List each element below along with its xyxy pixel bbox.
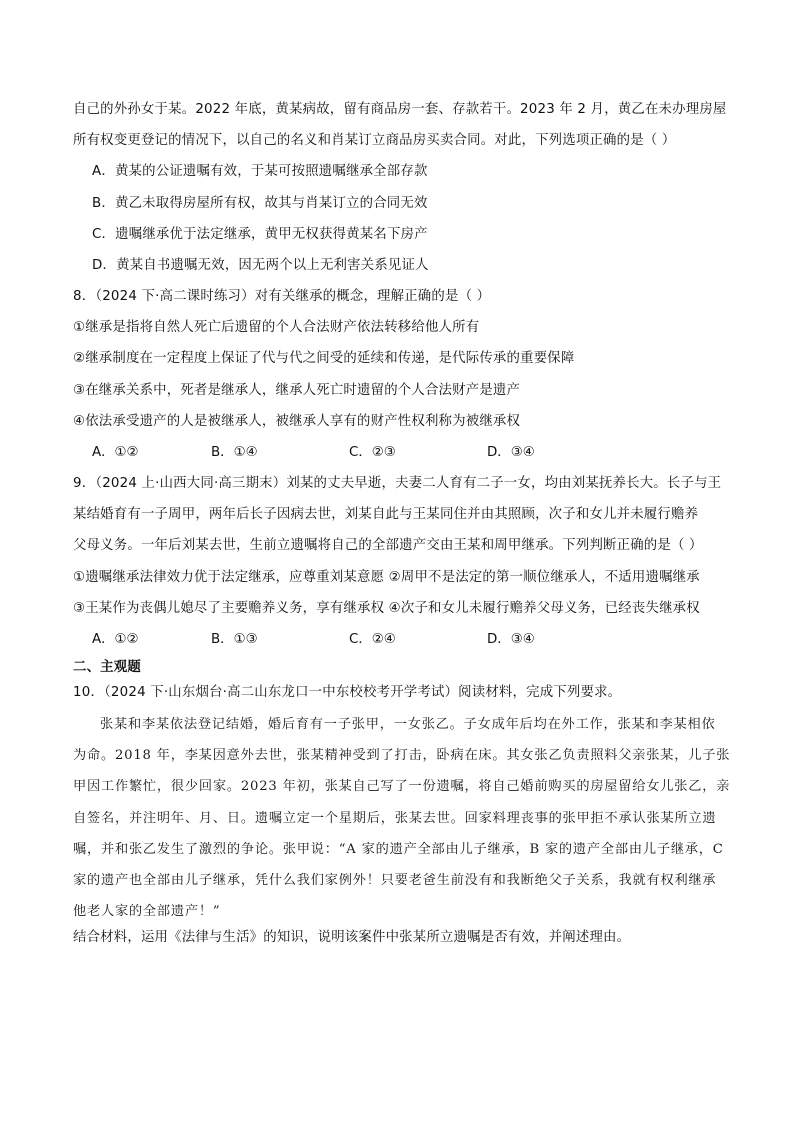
q9-statements-2: ③王某作为丧偶儿媳尽了主要赡养义务，享有继承权 ④次子和女儿未履行赡养父母义务，已经丧失继承权 bbox=[73, 601, 700, 616]
q7-stem-line-2: 所有权变更登记的情况下，以自己的名义和肖某订立商品房买卖合同。对此，下列选项正确的是（ ） bbox=[73, 133, 676, 148]
q10-passage-line-2: 为命。2018 年，李某因意外去世，张某精神受到了打击，卧病在床。其女张乙负责照料父亲张某，儿子张 bbox=[73, 748, 731, 763]
q10-passage-line-1: 张某和李某依法登记结婚，婚后育有一子张甲，一女张乙。子女成年后均在外工作，张某和李某相依 bbox=[100, 717, 716, 732]
q9-choice-b: B．①③ bbox=[211, 632, 258, 647]
q8-choices bbox=[92, 444, 652, 462]
section-title: 二、主观题 bbox=[73, 660, 141, 675]
q9-stem-line-3: 父母义务。一年后刘某去世，生前立遗嘱将自己的全部遗产交由王某和周甲继承。下列判断正确的是（ ） bbox=[73, 538, 703, 553]
q9-stem-line-1: 9．（2024 上·山西大同·高三期末）刘某的丈夫早逝，夫妻二人育有二子一女，均由刘某抚养长大。长子与王 bbox=[73, 476, 722, 491]
q10-passage-line-5: 嘱，并和张乙发生了激烈的争论。张甲说：“A 家的遗产全部由儿子继承，B 家的遗产全部由儿子继承，C bbox=[73, 842, 724, 857]
q7-option-d: D．黄某自书遗嘱无效，因无两个以上无利害关系见证人 bbox=[92, 258, 429, 273]
q10-passage-line-6: 家的遗产也全部由儿子继承，凭什么我们家例外！只要老爸生前没有和我断绝父子关系，我就有权利继承 bbox=[73, 873, 717, 888]
q7-option-a: A．黄某的公证遗嘱有效，于某可按照遗嘱继承全部存款 bbox=[92, 164, 428, 179]
q10-passage-line-7: 他老人家的全部遗产！” bbox=[73, 904, 221, 919]
q9-stem-line-2: 某结婚育有一子周甲，两年后长子因病去世，刘某自此与王某同住并由其照顾，次子和女儿并未履行赡养 bbox=[73, 507, 699, 522]
q8-item-2: ②继承制度在一定程度上保证了代与代之间受的延续和传递，是代际传承的重要保障 bbox=[73, 351, 575, 366]
q9-choice-c: C．②④ bbox=[349, 632, 396, 647]
q7-option-c: C．遗嘱继承优于法定继承，黄甲无权获得黄某名下房产 bbox=[92, 227, 428, 242]
q8-choice-c: C．②③ bbox=[349, 445, 396, 460]
q8-choice-b: B．①④ bbox=[211, 445, 258, 460]
q7-option-b: B．黄乙未取得房屋所有权，故其与肖某订立的合同无效 bbox=[92, 196, 428, 211]
q9-choice-a: A．①② bbox=[92, 632, 139, 647]
q8-stem: 8．（2024 下·高二课时练习）对有关继承的概念，理解正确的是（ ） bbox=[73, 289, 491, 304]
q8-item-3: ③在继承关系中，死者是继承人，继承人死亡时遗留的个人合法财产是遗产 bbox=[73, 383, 521, 398]
q10-passage-line-4: 自签名，并注明年、月、日。遗嘱立定一个星期后，张某去世。回家料理丧事的张甲拒不承认张某所立遗 bbox=[73, 811, 717, 826]
q9-choices bbox=[92, 631, 652, 649]
q8-choice-a: A．①② bbox=[92, 445, 139, 460]
q10-passage-line-3: 甲因工作繁忙，很少回家。2023 年初，张某自己写了一份遗嘱，将自己婚前购买的房屋留给女儿张乙，亲 bbox=[73, 779, 731, 794]
q7-stem-line-1: 自己的外孙女于某。2022 年底，黄某病故，留有商品房一套、存款若干。2023 年 2 月，黄乙在未办理房屋 bbox=[73, 102, 727, 117]
q9-choice-d: D．③④ bbox=[487, 632, 535, 647]
q9-statements-1: ①遗嘱继承法律效力优于法定继承，应尊重刘某意愿 ②周甲不是法定的第一顺位继承人，不适用遗嘱继承 bbox=[73, 570, 700, 585]
q8-choice-d: D．③④ bbox=[487, 445, 535, 460]
q10-question: 结合材料，运用《法律与生活》的知识，说明该案件中张某所立遗嘱是否有效，并阐述理由。 bbox=[73, 930, 631, 945]
q8-item-4: ④依法承受遗产的人是被继承人，被继承人享有的财产性权利称为被继承权 bbox=[73, 414, 521, 429]
q8-item-1: ①继承是指将自然人死亡后遗留的个人合法财产依法转移给他人所有 bbox=[73, 320, 480, 335]
q10-stem: 10．（2024 下·山东烟台·高二山东龙口一中东校校考开学考试）阅读材料，完成下列要求。 bbox=[73, 685, 622, 700]
